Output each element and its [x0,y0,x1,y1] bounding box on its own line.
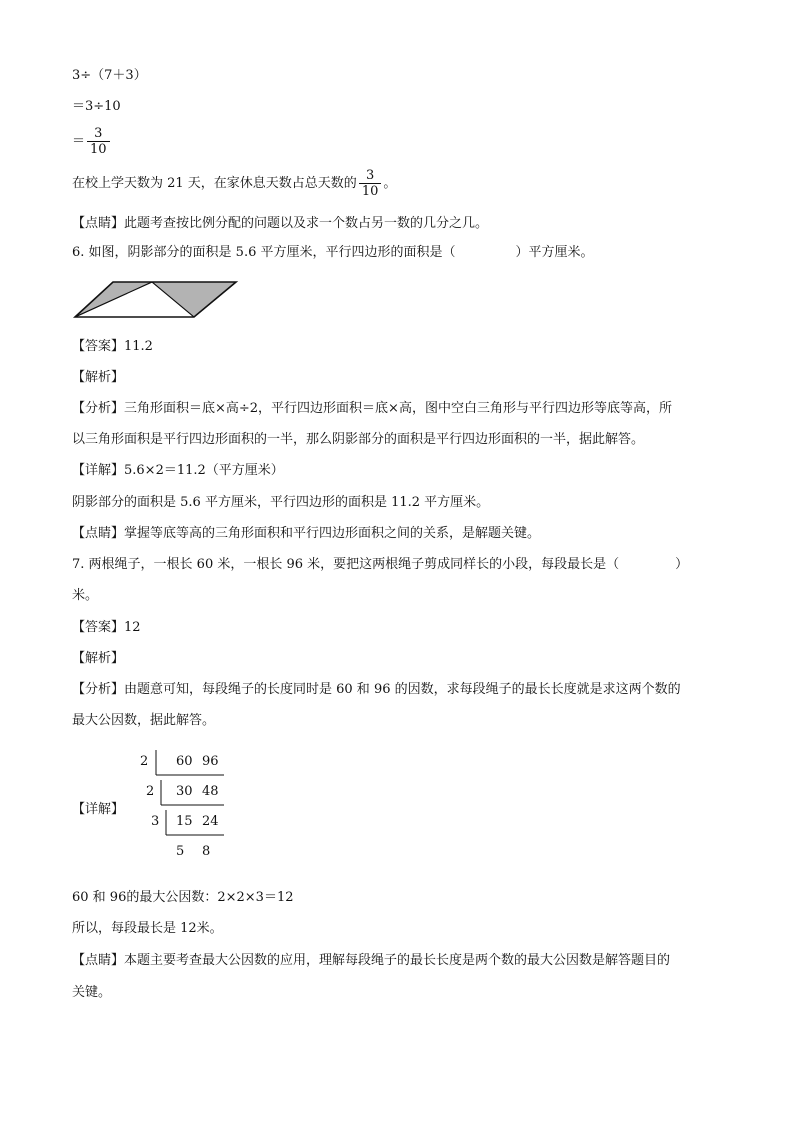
fraction-numerator: 3 [94,126,103,141]
gcd-line: 60 和 96的最大公因数：2×2×3＝12 [72,890,294,905]
calc-line-2: ＝3÷10 [72,99,121,114]
divisor-2: 2 [146,784,155,799]
fraction-denominator: 10 [87,141,110,157]
question-7-line-2: 米。 [72,588,99,603]
dividend-96: 96 [202,754,219,769]
conclusion-text: 在校上学天数为 21 天，在家休息天数占总天数的 [72,176,357,191]
conclusion-period: 。 [383,176,397,191]
jiexi-label-6: 【解析】 [72,370,125,385]
quotient-15: 15 [176,814,193,829]
equals-sign: ＝ [72,134,86,149]
question-7-text: 7. 两根绳子，一根长 60 米，一根长 96 米，要把这两根绳子剪成同样长的小段，每段最长是（ [72,557,620,572]
quotient-30: 30 [176,784,193,799]
fenxi-6-line-1: 【分析】三角形面积＝底×高÷2，平行四边形面积＝底×高，图中空白三角形与平行四边形等底等高，所 [72,401,672,416]
answer-7: 【答案】12 [72,620,141,635]
fenxi-7-line-1: 【分析】由题意可知，每段绳子的长度同时是 60 和 96 的因数，求每段绳子的最长长度就是求这两个数的 [72,682,681,697]
divisor-3: 3 [151,814,160,829]
dianjing-6: 【点睛】掌握等底等高的三角形面积和平行四边形面积之间的关系，是解题关键。 [72,526,541,541]
jiexi-label-7: 【解析】 [72,651,125,666]
quotient-8: 8 [202,844,211,859]
xiangjie-label-7: 【详解】 [72,802,125,817]
dividend-60: 60 [176,754,193,769]
fenxi-6-line-2: 以三角形面积是平行四边形面积的一半，那么阴影部分的面积是平行四边形面积的一半，据此解答。 [72,432,645,447]
dianjing-line: 【点睛】此题考查按比例分配的问题以及求一个数占另一数的几分之几。 [72,216,489,231]
quotient-24: 24 [202,814,219,829]
so-line: 所以，每段最长是 12米。 [72,921,223,936]
question-6-suffix: ）平方厘米。 [515,245,594,260]
dianjing-7-line-2: 关键。 [72,985,112,1000]
fraction-numerator: 3 [365,168,375,183]
question-6-text: 6. 如图，阴影部分的面积是 5.6 平方厘米，平行四边形的面积是（ [72,245,456,260]
fenxi-7-line-2: 最大公因数，据此解答。 [72,713,216,728]
fraction-denominator: 10 [359,183,382,199]
xiangjie-6: 【详解】5.6×2＝11.2（平方厘米） [72,463,284,478]
dianjing-7-line-1: 【点睛】本题主要考查最大公因数的应用，理解每段绳子的最长长度是两个数的最大公因数是解答题目的 [72,953,671,968]
answer-6: 【答案】11.2 [72,339,153,354]
quotient-5: 5 [176,844,185,859]
quotient-48: 48 [202,784,219,799]
divisor-1: 2 [140,754,149,769]
question-7-suffix: ） [675,557,689,572]
conclusion-6: 阴影部分的面积是 5.6 平方厘米，平行四边形的面积是 11.2 平方厘米。 [72,495,490,510]
calc-line-1: 3÷（7＋3） [72,68,147,83]
